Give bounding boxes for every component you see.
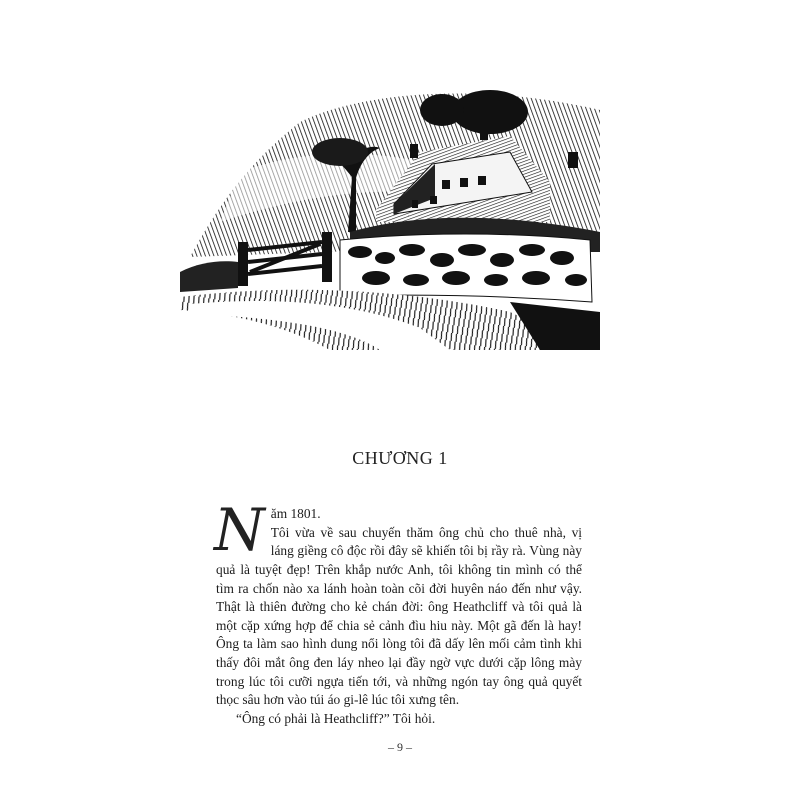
drop-cap: N <box>214 496 265 564</box>
woodcut-illustration <box>180 82 600 354</box>
dialogue-line: “Ông có phải là Heathcliff?” Tôi hỏi. <box>236 710 436 726</box>
text-line: ăm 1801. <box>270 506 321 521</box>
text-line: Thật là thiên đường cho kẻ chán đời: ông Heathcliff và tôi quả là <box>216 599 582 615</box>
page-number: – 9 – <box>388 740 412 754</box>
text-line: một cặp xứng hợp để chia sẻ cảnh đìu hiu này. Một gã đến là hay! <box>216 617 582 633</box>
text-line: thấy đôi mắt ông đen láy nheo lại đầy ngờ vực dưới cặp lông mày <box>216 654 582 670</box>
text-line: láng giềng cô độc rồi đây sẽ khiến tôi bị rầy rà. Vùng này <box>270 543 582 559</box>
text-line: quả là tuyệt đẹp! Trên khắp nước Anh, tôi không tin mình có thể <box>216 562 582 577</box>
text-line: Ông ta làm sao hình dung nổi lòng tôi đã dấy lên mối cảm tình khi <box>216 636 582 652</box>
text-line: Tôi vừa về sau chuyến thăm ông chủ cho thuê nhà, vị <box>270 524 582 540</box>
chapter-title: CHƯƠNG 1 <box>352 448 448 468</box>
text-line: thọc sâu hơn vào túi áo gi-lê lúc tôi xưng tên. <box>216 692 460 708</box>
text-line: trong lúc tôi cưỡi ngựa tiến tới, và những ngón tay ông quả quyết <box>216 673 582 689</box>
body-text <box>214 496 582 728</box>
text-line: tìm ra chốn nào xa lánh hoàn toàn cõi đời huyên náo đến như vậy. <box>216 580 582 596</box>
